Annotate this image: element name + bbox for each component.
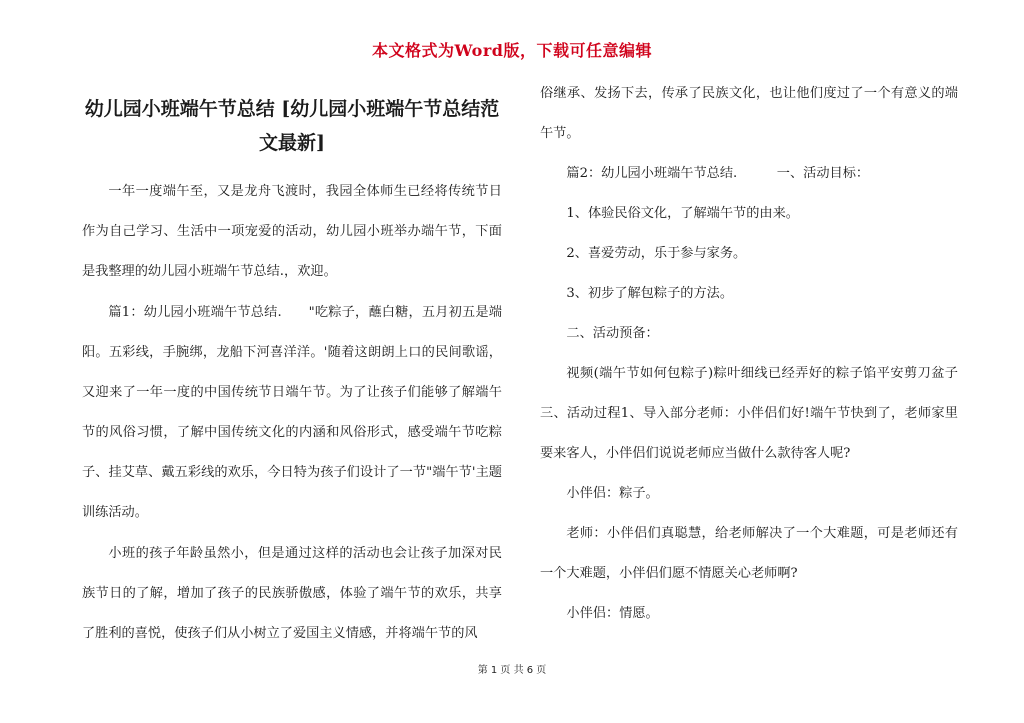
goal-item-1: 1、体验民俗文化，了解端午节的由来。	[566, 206, 799, 221]
intro-paragraph: 一年一度端午至，又是龙舟飞渡时，我园全体师生已经将传统节日作为自己学习、生活中一项宠爱的活动，幼儿园小班举办端午节，下面是我整理的幼儿园小班端午节总结.，欢迎。	[82, 184, 502, 279]
word-format-banner: 本文格式为Word版，下载可任意编辑	[372, 41, 652, 60]
dialogue-child-1: 小伴侣：粽子。	[566, 486, 659, 501]
summary-paragraph: 小班的孩子年龄虽然小，但是通过这样的活动也会让孩子加深对民族节日的了解，增加了孩子的民族骄傲感，体验了端午节的欢乐，共享了胜利的喜悦，使孩子们从小树立了爱国主义情感，并将端午节的风	[82, 546, 502, 641]
preparation-heading: 二、活动预备：	[566, 326, 659, 341]
process-paragraph: 视频(端午节如何包粽子)粽叶细线已经弄好的粽子馅平安剪刀盆子三、活动过程1、导入部分老师：小伴侣们好!端午节快到了，老师家里要来客人，小伴侣们说说老师应当做什么款待客人呢?	[540, 366, 958, 461]
page-number: 第 1 页 共 6 页	[477, 665, 547, 676]
document-title: 幼儿园小班端午节总结 [幼儿园小班端午节总结范文最新]	[84, 98, 500, 154]
dialogue-child-2: 小伴侣：情愿。	[566, 606, 659, 621]
dialogue-teacher: 老师：小伴侣们真聪慧，给老师解决了一个大难题，可是老师还有一个大难题，小伴侣们愿不情愿关心老师啊?	[540, 526, 958, 581]
goal-item-2: 2、喜爱劳动，乐于参与家务。	[566, 246, 747, 261]
continued-paragraph: 俗继承、发扬下去，传承了民族文化，也让他们度过了一个有意义的端午节。	[540, 86, 958, 141]
section-2-heading: 篇2：幼儿园小班端午节总结. 一、活动目标：	[566, 166, 870, 181]
section-1-paragraph: 篇1：幼儿园小班端午节总结. "吃粽子，蘸白糖，五月初五是端阳。五彩线，手腕绑，龙船下河喜洋洋。'随着这朗朗上口的民间歌谣，又迎来了一年一度的中国传统节日端午节。为了让孩子们能够了解端午节的风俗习惯，了解中国传统文化的内涵和风俗形式，感受端午节吃粽子、挂艾草、戴五彩线的欢乐，今日特为孩子们设计了一节"端午节'主题训练活动。	[82, 305, 502, 520]
goal-item-3: 3、初步了解包粽子的方法。	[566, 286, 734, 301]
